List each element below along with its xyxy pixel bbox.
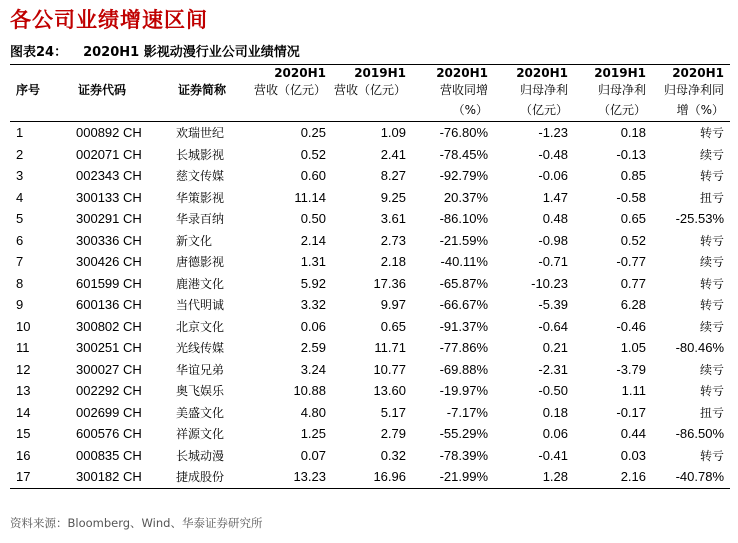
cell-revenue-yoy: -78.39% [439, 447, 488, 463]
cell-net-profit-yoy: -80.46% [675, 340, 724, 356]
cell-net-profit-yoy: 转亏 [699, 298, 724, 313]
cell-security-code: 002343 CH [76, 168, 142, 184]
cell-security-code: 300251 CH [76, 340, 142, 356]
header-rev2019-label: 营收（亿元） [333, 83, 406, 97]
table-row [10, 423, 730, 445]
cell-index: 2 [16, 146, 24, 162]
table-row [10, 187, 730, 209]
header-row-unit [10, 99, 730, 122]
source-note: 资料来源：Bloomberg、Wind、华泰证券研究所 [10, 516, 263, 530]
cell-security-code: 002292 CH [76, 383, 142, 399]
cell-net-profit-yoy: -86.50% [675, 426, 724, 442]
cell-revenue-2020h1: 5.92 [300, 275, 326, 291]
cell-security-name: 美盛文化 [176, 405, 225, 420]
cell-net-profit-2019h1: -0.46 [616, 318, 646, 334]
cell-net-profit-2019h1: 0.77 [620, 275, 646, 291]
cell-security-code: 300426 CH [76, 254, 142, 270]
cell-index: 3 [16, 168, 24, 184]
cell-revenue-2019h1: 2.41 [380, 146, 406, 162]
cell-index: 12 [16, 361, 31, 377]
cell-net-profit-2019h1: 1.11 [621, 383, 646, 399]
cell-net-profit-2019h1: -0.77 [616, 254, 646, 270]
cell-security-name: 华录百纳 [176, 212, 225, 227]
cell-net-profit-2020h1: 0.06 [542, 426, 568, 442]
page-title: 各公司业绩增速区间 [10, 8, 208, 32]
cell-index: 6 [16, 232, 24, 248]
table-row [10, 122, 730, 144]
header-rev2019-period: 2019H1 [354, 66, 406, 80]
table-row [10, 359, 730, 381]
cell-security-name: 奥飞娱乐 [176, 384, 225, 399]
cell-net-profit-yoy: 续亏 [699, 147, 724, 162]
cell-revenue-2019h1: 8.27 [380, 168, 406, 184]
table-row [10, 144, 730, 166]
cell-revenue-2020h1: 4.80 [300, 404, 326, 420]
cell-net-profit-yoy: 转亏 [699, 169, 724, 184]
header-row-period [10, 65, 730, 81]
header-rev2020-period: 2020H1 [274, 66, 326, 80]
header-revyoy-label: 营收同增 [439, 83, 488, 97]
header-np2020-unit: （亿元） [494, 99, 574, 122]
header-revyoy-unit: （%） [412, 99, 494, 122]
cell-security-code: 000892 CH [76, 125, 142, 141]
cell-revenue-2020h1: 0.52 [300, 146, 326, 162]
cell-net-profit-2020h1: 1.28 [494, 466, 574, 488]
table-row [10, 165, 730, 187]
cell-revenue-2019h1: 10.77 [373, 361, 406, 377]
cell-security-name: 长城动漫 [176, 448, 225, 463]
header-row-label [10, 81, 730, 99]
cell-revenue-2019h1: 11.71 [374, 340, 406, 356]
cell-net-profit-2019h1: 0.03 [620, 447, 646, 463]
cell-net-profit-2019h1: -0.58 [616, 189, 646, 205]
cell-revenue-yoy: -78.45% [439, 146, 488, 162]
cell-security-name: 北京文化 [176, 319, 225, 334]
cell-net-profit-2019h1: 0.44 [620, 426, 646, 442]
table-row [10, 294, 730, 316]
cell-net-profit-2019h1: 0.18 [620, 125, 646, 141]
cell-security-name: 捷成股份 [172, 466, 252, 488]
cell-revenue-2020h1: 0.06 [300, 318, 326, 334]
cell-net-profit-2019h1: 0.85 [620, 168, 646, 184]
cell-net-profit-2020h1: -1.23 [538, 125, 568, 141]
cell-revenue-2020h1: 2.14 [300, 232, 326, 248]
cell-security-code: 300027 CH [76, 361, 142, 377]
cell-index: 16 [16, 447, 31, 463]
cell-index: 14 [16, 404, 31, 420]
cell-net-profit-2019h1: -3.79 [616, 361, 646, 377]
cell-security-name: 华策影视 [176, 190, 225, 205]
cell-security-code: 300133 CH [76, 189, 142, 205]
table-row [10, 337, 730, 359]
cell-revenue-2019h1: 9.97 [380, 297, 406, 313]
cell-revenue-2020h1: 3.32 [300, 297, 326, 313]
header-revyoy-period: 2020H1 [436, 66, 488, 80]
cell-security-name: 慈文传媒 [176, 169, 225, 184]
cell-net-profit-2020h1: 0.21 [542, 340, 568, 356]
cell-net-profit-2020h1: -0.50 [538, 383, 568, 399]
table-row [10, 445, 730, 467]
cell-net-profit-2020h1: -2.31 [538, 361, 568, 377]
cell-revenue-2020h1: 0.60 [300, 168, 326, 184]
cell-security-code: 600576 CH [76, 426, 142, 442]
cell-net-profit-yoy: 扭亏 [699, 190, 724, 205]
cell-revenue-2019h1: 2.79 [380, 426, 406, 442]
cell-net-profit-2019h1: 2.16 [574, 466, 652, 488]
cell-revenue-2019h1: 1.09 [380, 125, 406, 141]
cell-security-name: 光线传媒 [176, 341, 225, 356]
cell-net-profit-yoy: 续亏 [699, 362, 724, 377]
header-np2019-label: 归母净利 [597, 83, 646, 97]
figure-number: 图表24： [10, 45, 68, 60]
cell-revenue-yoy: -65.87% [439, 275, 488, 291]
cell-revenue-yoy: -91.37% [439, 318, 488, 334]
cell-net-profit-2020h1: -0.64 [538, 318, 568, 334]
cell-net-profit-2019h1: 1.05 [620, 340, 646, 356]
table-row [10, 208, 730, 230]
cell-net-profit-yoy: 扭亏 [699, 405, 724, 420]
cell-revenue-yoy: -76.80% [439, 125, 488, 141]
cell-security-code: 601599 CH [76, 275, 142, 291]
cell-revenue-2019h1: 2.73 [380, 232, 406, 248]
cell-index: 9 [16, 297, 24, 313]
cell-revenue-yoy: -40.11% [440, 254, 488, 270]
cell-revenue-yoy: -21.59% [439, 232, 488, 248]
cell-security-code: 300182 CH [72, 466, 172, 488]
cell-security-name: 唐德影视 [176, 255, 225, 270]
table-row [10, 273, 730, 295]
cell-security-code: 600136 CH [76, 297, 142, 313]
performance-table [10, 65, 730, 489]
cell-net-profit-2019h1: -0.13 [616, 146, 646, 162]
cell-net-profit-yoy: 转亏 [699, 276, 724, 291]
cell-revenue-2019h1: 13.60 [373, 383, 406, 399]
cell-net-profit-2020h1: 0.18 [542, 404, 568, 420]
cell-revenue-2019h1: 5.17 [380, 404, 406, 420]
cell-index: 10 [16, 318, 31, 334]
header-np2020-label: 归母净利 [519, 83, 568, 97]
cell-index: 8 [16, 275, 24, 291]
cell-security-code: 002071 CH [76, 146, 142, 162]
cell-revenue-2019h1: 17.36 [373, 275, 406, 291]
cell-net-profit-2020h1: -0.71 [538, 254, 568, 270]
cell-net-profit-yoy: 续亏 [699, 255, 724, 270]
cell-revenue-2020h1: 1.31 [300, 254, 326, 270]
cell-revenue-yoy: 20.37% [443, 189, 488, 205]
cell-index: 15 [16, 426, 31, 442]
cell-index: 4 [16, 189, 24, 205]
cell-revenue-2020h1: 13.23 [252, 466, 332, 488]
cell-revenue-2019h1: 0.65 [380, 318, 406, 334]
header-np2020-period: 2020H1 [516, 66, 568, 80]
cell-net-profit-2020h1: -0.41 [538, 447, 568, 463]
cell-net-profit-yoy: 续亏 [699, 319, 724, 334]
cell-security-name: 长城影视 [176, 147, 225, 162]
cell-revenue-2020h1: 0.50 [300, 211, 326, 227]
cell-revenue-2020h1: 1.25 [300, 426, 326, 442]
cell-revenue-2020h1: 11.14 [294, 189, 326, 205]
cell-net-profit-yoy: -40.78% [652, 466, 730, 488]
cell-revenue-2020h1: 0.25 [300, 125, 326, 141]
cell-revenue-yoy: -66.67% [439, 297, 488, 313]
cell-security-code: 300291 CH [76, 211, 142, 227]
cell-net-profit-yoy: 转亏 [699, 384, 724, 399]
cell-net-profit-2020h1: -0.98 [538, 232, 568, 248]
cell-revenue-yoy: -86.10% [439, 211, 488, 227]
cell-net-profit-2019h1: 0.52 [620, 232, 646, 248]
header-rev2020-label: 营收（亿元） [253, 83, 326, 97]
cell-net-profit-2020h1: 1.47 [542, 189, 568, 205]
table-row [10, 316, 730, 338]
cell-revenue-2020h1: 0.07 [300, 447, 326, 463]
cell-revenue-yoy: -77.86% [439, 340, 488, 356]
cell-net-profit-yoy: 转亏 [699, 448, 724, 463]
cell-security-code: 002699 CH [76, 404, 142, 420]
table-row [10, 466, 730, 488]
header-npyoy-unit: 增（%） [652, 99, 730, 122]
cell-revenue-2020h1: 2.59 [300, 340, 326, 356]
cell-net-profit-2020h1: 0.48 [542, 211, 568, 227]
cell-revenue-2020h1: 3.24 [300, 361, 326, 377]
cell-revenue-yoy: -55.29% [439, 426, 488, 442]
figure-title [10, 41, 730, 65]
cell-net-profit-2019h1: -0.17 [616, 404, 646, 420]
cell-revenue-yoy: -19.97% [439, 383, 488, 399]
cell-security-name: 祥源文化 [176, 427, 225, 442]
cell-revenue-2019h1: 9.25 [380, 189, 406, 205]
cell-revenue-yoy: -92.79% [439, 168, 488, 184]
cell-net-profit-2020h1: -0.48 [538, 146, 568, 162]
header-npyoy-period: 2020H1 [672, 66, 724, 80]
cell-security-code: 000835 CH [76, 447, 142, 463]
header-code: 证券代码 [78, 83, 127, 97]
cell-revenue-2019h1: 0.32 [380, 447, 406, 463]
cell-net-profit-yoy: -25.53% [675, 211, 724, 227]
header-name: 证券简称 [178, 83, 227, 97]
cell-index: 13 [16, 383, 31, 399]
cell-index: 17 [10, 466, 72, 488]
table-row [10, 380, 730, 402]
cell-index: 11 [16, 340, 30, 356]
cell-security-code: 300336 CH [76, 232, 142, 248]
cell-revenue-yoy: -69.88% [439, 361, 488, 377]
cell-index: 7 [16, 254, 24, 270]
cell-net-profit-yoy: 转亏 [699, 126, 724, 141]
header-npyoy-label: 归母净利同 [663, 83, 724, 97]
cell-index: 5 [16, 211, 24, 227]
cell-revenue-2019h1: 3.61 [380, 211, 406, 227]
cell-revenue-yoy: -21.99% [412, 466, 494, 488]
cell-security-name: 欢瑞世纪 [176, 126, 225, 141]
header-np2019-period: 2019H1 [594, 66, 646, 80]
cell-net-profit-2020h1: -10.23 [531, 275, 568, 291]
cell-net-profit-2019h1: 0.65 [620, 211, 646, 227]
header-np2019-unit: （亿元） [574, 99, 652, 122]
cell-revenue-2019h1: 16.96 [332, 466, 412, 488]
cell-net-profit-2020h1: -0.06 [538, 168, 568, 184]
cell-net-profit-yoy: 转亏 [699, 233, 724, 248]
cell-revenue-yoy: -7.17% [446, 404, 488, 420]
table-row [10, 251, 730, 273]
table-row [10, 230, 730, 252]
cell-security-name: 当代明诚 [176, 298, 225, 313]
figure-caption: 2020H1 影视动漫行业公司业绩情况 [83, 45, 300, 60]
cell-security-code: 300802 CH [76, 318, 142, 334]
cell-net-profit-2019h1: 6.28 [620, 297, 646, 313]
cell-security-name: 新文化 [176, 233, 213, 248]
cell-security-name: 鹿港文化 [176, 276, 225, 291]
table-body [10, 122, 730, 489]
cell-security-name: 华谊兄弟 [176, 362, 225, 377]
cell-revenue-2020h1: 10.88 [293, 383, 326, 399]
cell-net-profit-2020h1: -5.39 [538, 297, 568, 313]
table-row [10, 402, 730, 424]
cell-index: 1 [16, 125, 24, 141]
header-idx: 序号 [16, 83, 41, 97]
cell-revenue-2019h1: 2.18 [380, 254, 406, 270]
